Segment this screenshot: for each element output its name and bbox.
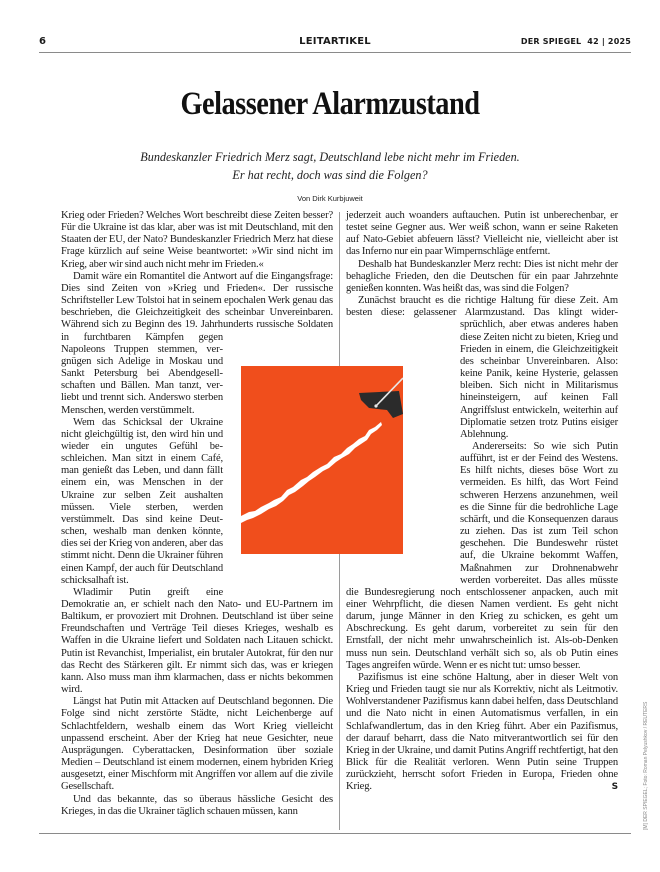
dek-line-1: Bundeskanzler Friedrich Merz sagt, Deutschland lebe nicht mehr im Frieden. (140, 150, 520, 164)
paragraph-text: sprüchlich, aber etwas anderes haben diese Zeiten nicht zu bieten, Krieg und Frieden in einem, die Gleichzeitigkeit des scheinbar Unvereinbaren. Also: keine Panik, keine Hysterie, gelassen bleiben. Sich nicht in Militarismus hineinsteigern, auf keinen Fall Angriffslust entwickeln, weiterhin auf Diplomatie setzen trotz Putins eisiger Ablehnung. (460, 319, 618, 440)
paragraph: jederzeit auch woanders auftauchen. Putin ist unberechenbar, er testet seine Gegner aus. Wer weiß schon, wann er seine Raketen auf Nato-Gebiet abfeuern lässt? Vielleicht nie, vielleicht aber ist das Inferno nur ein paar Wimpernschläge entfernt. (346, 210, 618, 258)
dek-line-2: Er hat recht, doch was sind die Folgen? (232, 168, 428, 182)
page-header (39, 34, 631, 53)
paragraph: Längst hat Putin mit Attacken auf Deutschland begonnen. Die Folge sind nicht zerstörte Städte, nicht Leichenberge auf Schlachtfeldern, weshalb einem das Wort Krieg vielleicht unpassend erscheint. Aber der Krieg hat neue Gesichter, neue Ausprägungen. Cyberattacken, Desinformation über soziale Medien – Deutschland ist einem modernen, einem hybriden Krieg ausgesetzt, einer Mischform mit Angriffen vor allem auf die zivile Gesellschaft. (61, 696, 333, 793)
paragraph (346, 672, 618, 794)
paragraph-text: Andererseits: So wie sich Putin aufführt, ist er der Feind des Westens. Es hilft nichts, dieses böse Wort zu vermeiden. Es hilft, das Wort Feind schweren Herzens anzunehmen, weil es die Sinne für die bedrohliche Lage schärft, und die Konsequenzen daraus zu ziehen. Das ist zum Teil schon geschehen. Die Bundeswehr rüstet auf, die Ukraine bekommt Waffen, Maßnahmen zur Drohnenabwehr werden vorbereitet. Das al (460, 440, 618, 586)
drone-trail-illustration (241, 366, 403, 554)
photo-credit: [M] DER SPIEGEL; Foto: Roman Pelyushkov / REUTERS (643, 701, 649, 830)
paragraph: Krieg oder Frieden? Welches Wort beschreibt diese Zeiten besser? Für die Ukraine ist das klar, aber was ist mit Deutschland, mit den Staaten der EU, der Nato? Bundeskanzler Friedrich Merz hat diese Frage kürzlich auf seine Weise beantwortet: »Wir sind nicht im Krieg, aber wir sind auch nicht mehr im Frieden.« (61, 210, 333, 270)
article-title: Gelassener Alarmzustand (180, 86, 480, 122)
paragraph: Wladimir Putin greift eine Demokratie an, er schielt nach den Nato- und EU-Partnern im Baltikum, er provoziert mit Drohnen. Deutschland ist über seine Freundschaften und Verträge Teil dieses Krieges, weshalb es Waffen in die Ukraine liefert und Soldaten nach Litauen schickt. Putin ist Revanchist, Imperialist, ein brutaler Autokrat, für den nur das Recht des Stärkeren gilt. Er nimmt sich das, was er kriegen kann. Also muss man ihm klarmachen, dass er nichts bekommen wird. (61, 586, 333, 696)
paragraph-text: Pazifismus ist eine schöne Haltung, aber in dieser Welt von Krieg und Frieden taugt sie nur als Korrektiv, nicht als Leitmotiv. Wohlverstandener Pazifismus kann dabei helfen, dass Deutschland und die Nato nicht in einen Automatismus verfallen, in ein Schlafwandlertum, das in den Krieg führt. Aber ein Pazifismus, der darauf beharrt, dass die Nato mitverantwortlich sei für den Krieg in der Ukraine, und damit Putins Angriff rechtfertigt, hat den Blick für die Realität verloren. Wenn Putin seine Truppen zurückzieht, herrscht sofort Frieden in Europa, Frieden ohne Krieg. (346, 671, 618, 793)
end-mark-icon: S (611, 782, 618, 793)
paragraph-text: des 19. Jahrhunderts russische Soldaten in furchtbaren Kämpfen gegen Napoleons Truppen stemmen, vergnügen sich Adelige in Moskau und Sankt Petersburg bei Abendgesellschaften und Bällen. Man tanzt, verliebt und trennt sich. Anderswo sterben Menschen, werden verstümmelt. (61, 319, 334, 416)
page-number: 6 (39, 36, 47, 47)
footer-rule (39, 833, 631, 834)
paragraph: Deshalb hat Bundeskanzler Merz recht: Dies ist nicht mehr der behagliche Frieden, den die Deutschen für ein paar Jahrzehnte genießen konnten. Was heißt das, was sind die Folgen? (346, 258, 618, 294)
section-label: LEITARTIKEL (299, 36, 371, 47)
paragraph-text: les müsste die Bundesregierung noch entschlossener anpacken, auch mit einer Wehrpflicht, die diesen Namen verdient. Es geht nicht darum, junge Männer in den Krieg zu schicken, es geht um Abschreckung. Es geht darum, vorbereitet zu sein für den Ernstfall, der nicht mehr unwahrscheinlich ist. Als-ob-Denken muss nun sein. Deutschland verhält sich so, als ob Putin eines Tages angreifen würde. Wenn er es nicht tut: umso besser. (346, 574, 618, 671)
paragraph-text: Zunächst braucht es die richtige Haltung für diese Zeit. Am besten diese: gelassener Alarmzustand. Das klingt wider (346, 295, 618, 319)
paragraph-text: Damit wäre ein Romantitel die Antwort auf die Eingangsfrage: Dies sind Zeiten von »Krieg und Frieden«. Der russische Schriftsteller Lew Tolstoi hat in seinem epochalen Werk genau das beschrieben, die Gleichzeitigkeit des scheinbar Unvereinbaren. Während sich zu Beginn (61, 270, 333, 331)
issue-label: DER SPIEGEL 42 | 2025 (520, 37, 631, 46)
article-dek (100, 148, 560, 184)
paragraph: Und das bekannte, das so überaus hässliche Gesicht des Krieges, in das die Ukrainer täglich schauen müssen, kann (61, 793, 333, 817)
paragraph: Wem das Schicksal der Ukraine nicht gleichgültig ist, den wird hin und wieder ein ungutes Gefühl beschleichen. Man sitzt in einem Café, man genießt das Leben, und dann fällt einem ein, was Menschen in der Ukraine zur selben Zeit aushalten müssen. Viele sterben, werden verstümmelt. Das sind keine Deutschen, weshalb man denken könnte, dies sei der Krieg von anderen, aber das stimmt nicht. Denn die Ukrainer führen einen Kampf, der auch für Deutschland schicksalhaft ist. (61, 416, 223, 586)
byline: Von Dirk Kurbjuweit (297, 194, 363, 203)
